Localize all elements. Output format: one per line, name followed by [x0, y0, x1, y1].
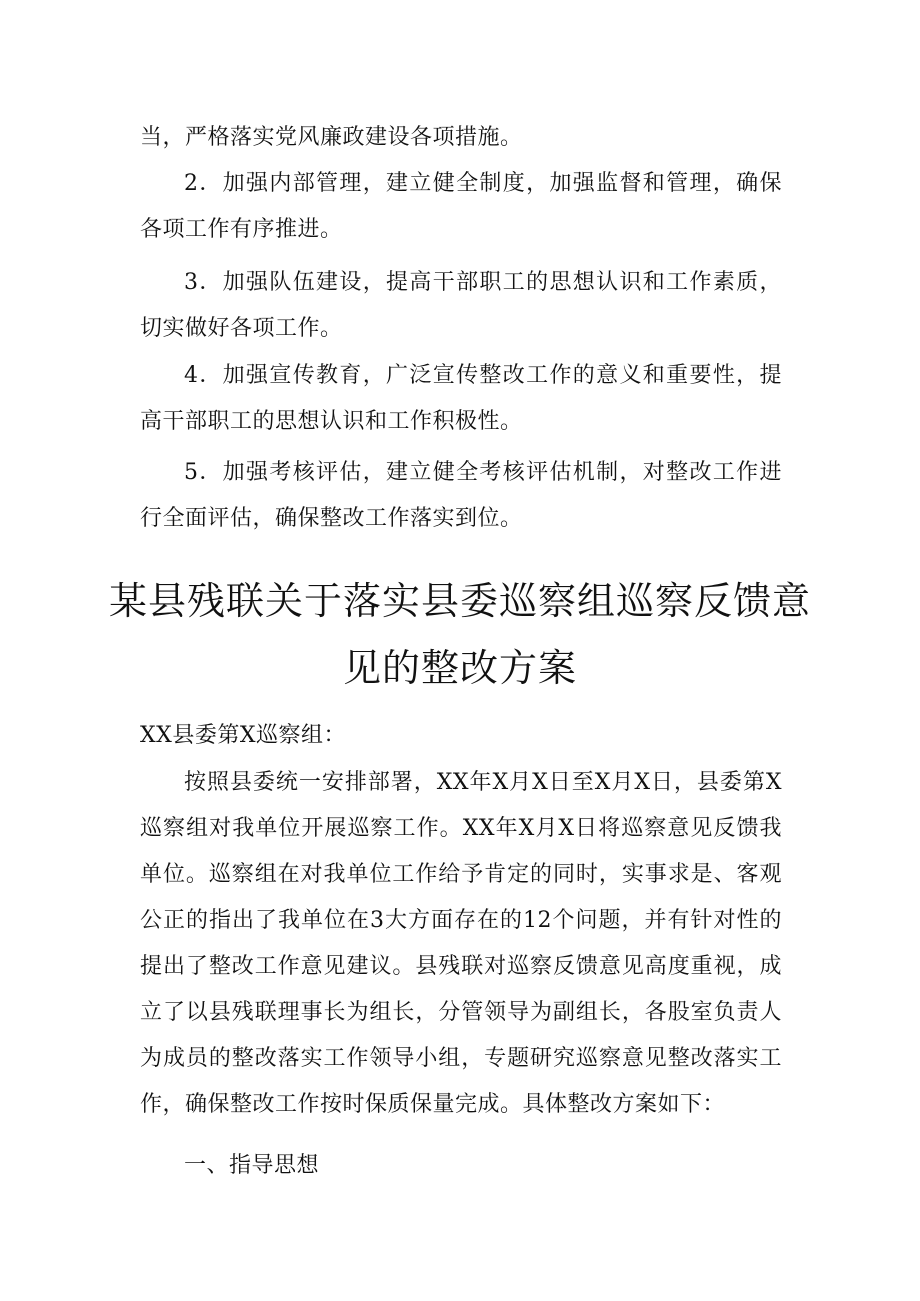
- document-title-line-2: 见的整改方案: [342, 646, 577, 690]
- measure-item-2: 2．加强内部管理，建立健全制度，加强监督和管理，确保各项工作有序推进。: [140, 171, 782, 242]
- document-title-line-1: 某县残联关于落实县委巡察组巡察反馈意: [108, 579, 811, 623]
- salutation: XX县委第X巡察组：: [140, 723, 346, 748]
- measure-item-5: 5．加强考核评估，建立健全考核评估机制，对整改工作进行全面评估，确保整改工作落实到位。: [140, 460, 782, 531]
- section-heading: 一、指导思想: [184, 1153, 320, 1178]
- continuation-paragraph: 当，严格落实党风廉政建设各项措施。: [140, 125, 523, 150]
- measure-item-4: 4．加强宣传教育，广泛宣传整改工作的意义和重要性，提高干部职工的思想认识和工作积极性。: [140, 363, 782, 434]
- body-paragraph: 按照县委统一安排部署，XX年X月X日至X月X日，县委第X巡察组对我单位开展巡察工作。XX年X月X日将巡察意见反馈我单位。巡察组在对我单位工作给予肯定的同时，实事求是、客观公正的指出了我单位在3大方面存在的12个问题，并有针对性的提出了整改工作意见建议。县残联对巡察反馈意见高度重视，成立了以县残联理事长为组长，分管领导为副组长，各股室负责人为成员的整改落实工作领导小组，专题研究巡察意见整改落实工作，确保整改工作按时保质保量完成。具体整改方案如下：: [140, 770, 782, 1117]
- measure-item-3: 3．加强队伍建设，提高干部职工的思想认识和工作素质，切实做好各项工作。: [140, 270, 782, 341]
